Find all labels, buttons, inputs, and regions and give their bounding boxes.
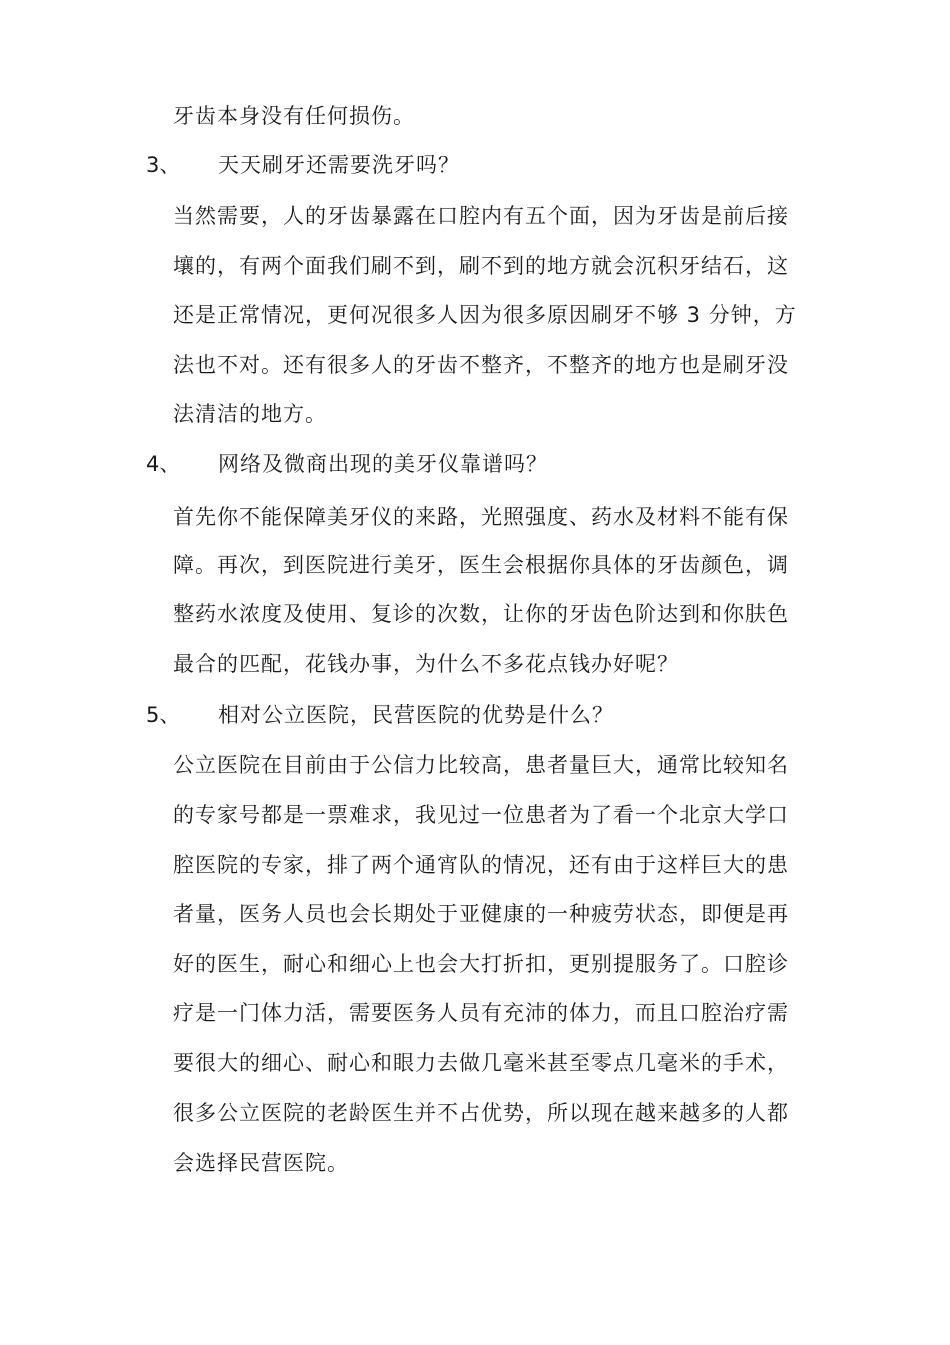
paragraph-line: 牙齿本身没有任何损伤。 — [173, 104, 415, 128]
paragraph-line: 会选择民营医院。 — [173, 1151, 349, 1175]
paragraph-line: 者量，医务人员也会长期处于亚健康的一种疲劳状态，即便是再 — [173, 902, 789, 926]
paragraph-line: 还是正常情况，更何况很多人因为很多原因刷牙不够 3 分钟，方 — [173, 303, 797, 327]
paragraph-line: 最合的匹配，花钱办事，为什么不多花点钱办好呢？ — [173, 652, 679, 676]
paragraph-line: 法也不对。还有很多人的牙齿不整齐，不整齐的地方也是刷牙没 — [173, 353, 789, 377]
paragraph-line: 壤的，有两个面我们刷不到，刷不到的地方就会沉积牙结石，这 — [173, 254, 789, 278]
paragraph-line: 要很大的细心、耐心和眼力去做几毫米甚至零点几毫米的手术， — [173, 1051, 789, 1075]
item-number: 3、 — [146, 153, 181, 177]
paragraph-line: 公立医院在目前由于公信力比较高，患者量巨大，通常比较知名 — [173, 753, 789, 777]
paragraph-line: 当然需要，人的牙齿暴露在口腔内有五个面，因为牙齿是前后接 — [173, 204, 789, 228]
question-heading: 天天刷牙还需要洗牙吗？ — [218, 153, 460, 177]
item-number: 4、 — [146, 452, 181, 476]
paragraph-line: 疗是一门体力活，需要医务人员有充沛的体力，而且口腔治疗需 — [173, 1001, 789, 1025]
paragraph-line: 很多公立医院的老龄医生并不占优势，所以现在越来越多的人都 — [173, 1101, 789, 1125]
question-heading: 相对公立医院，民营医院的优势是什么？ — [218, 703, 614, 727]
paragraph-line: 好的医生，耐心和细心上也会大打折扣，更别提服务了。口腔诊 — [173, 952, 789, 976]
paragraph-line: 整药水浓度及使用、复诊的次数，让你的牙齿色阶达到和你肤色 — [173, 602, 789, 626]
paragraph-line: 腔医院的专家，排了两个通宵队的情况，还有由于这样巨大的患 — [173, 853, 789, 877]
paragraph-line: 首先你不能保障美牙仪的来路，光照强度、药水及材料不能有保 — [173, 505, 789, 529]
paragraph-line: 的专家号都是一票难求，我见过一位患者为了看一个北京大学口 — [173, 803, 789, 827]
paragraph-line: 法清洁的地方。 — [173, 402, 327, 426]
item-number: 5、 — [146, 703, 181, 727]
question-heading: 网络及微商出现的美牙仪靠谱吗？ — [218, 452, 548, 476]
paragraph-line: 障。再次，到医院进行美牙，医生会根据你具体的牙齿颜色，调 — [173, 553, 789, 577]
